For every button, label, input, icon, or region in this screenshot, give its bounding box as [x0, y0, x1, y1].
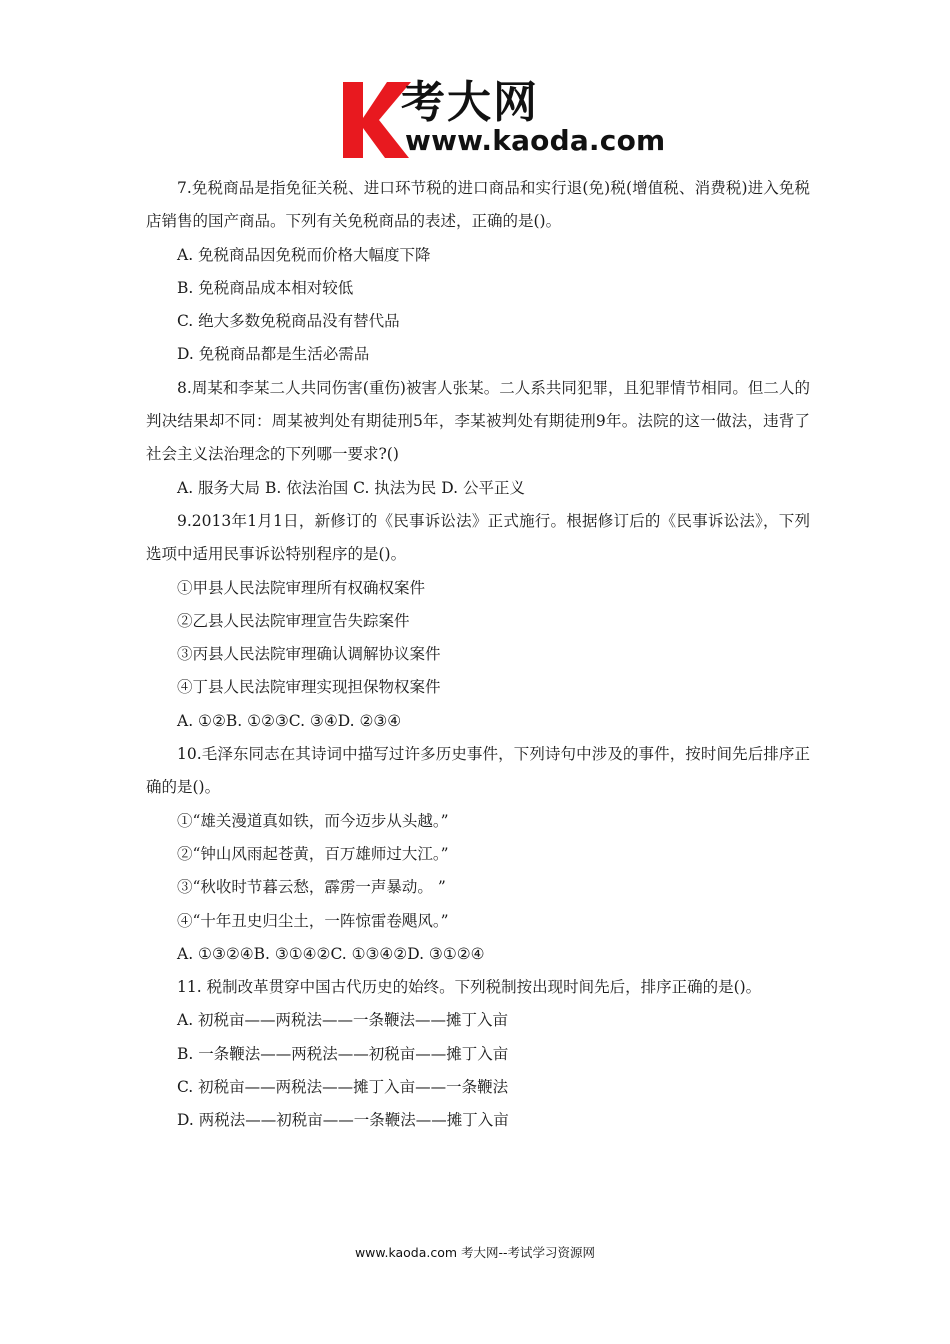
question-10-item-2: ②“钟山风雨起苍黄，百万雄师过大江。” — [177, 844, 449, 863]
question-8-options: A. 服务大局 B. 依法治国 C. 执法为民 D. 公平正义 — [177, 478, 525, 497]
question-9-item-1: ①甲县人民法院审理所有权确权案件 — [177, 578, 426, 597]
question-9-stem: 9.2013年1月1日，新修订的《民事诉讼法》正式施行。根据修订后的《民事诉讼法》，下列选项中适用民事诉讼特别程序的是()。 — [146, 511, 810, 564]
question-7-option-d: D. 免税商品都是生活必需品 — [177, 345, 370, 364]
question-9-options: A. ①②B. ①②③C. ③④D. ②③④ — [177, 711, 402, 730]
question-list — [146, 172, 810, 1138]
question-7-stem: 7.免税商品是指免征关税、进口环节税的进口商品和实行退(免)税(增值税、消费税)进入免税店销售的国产商品。下列有关免税商品的表述，正确的是()。 — [146, 179, 810, 231]
question-10-stem: 10.毛泽东同志在其诗词中描写过许多历史事件，下列诗句中涉及的事件，按时间先后排序正确的是()。 — [146, 745, 810, 797]
logo-url: www.kaoda.com — [405, 124, 666, 157]
site-logo — [335, 77, 666, 160]
question-7-option-b: B. 免税商品成本相对较低 — [177, 278, 354, 297]
question-11-stem: 11. 税制改革贯穿中国古代历史的始终。下列税制按出现时间先后，排序正确的是()。 — [177, 978, 762, 997]
question-8-stem: 8.周某和李某二人共同伤害(重伤)被害人张某。二人系共同犯罪，且犯罪情节相同。但二人的判决结果却不同：周某被判处有期徒刑5年，李某被判处有期徒刑9年。法院的这一做法，违背了社会主义法治理念的下列哪一要求?() — [146, 378, 810, 464]
question-7-option-a: A. 免税商品因免税而价格大幅度下降 — [177, 245, 431, 264]
question-9-item-2: ②乙县人民法院审理宣告失踪案件 — [177, 611, 410, 630]
question-7-option-c: C. 绝大多数免税商品没有替代品 — [177, 312, 400, 331]
question-11-option-d: D. 两税法——初税亩——一条鞭法——摊丁入亩 — [177, 1111, 509, 1130]
question-11-option-a: A. 初税亩——两税法——一条鞭法——摊丁入亩 — [177, 1011, 509, 1030]
question-10-item-4: ④“十年丑史归尘土，一阵惊雷卷飓风。” — [177, 911, 449, 930]
question-10-item-3: ③“秋收时节暮云愁，霹雳一声暴动。 ” — [177, 878, 446, 897]
question-11-option-b: B. 一条鞭法——两税法——初税亩——摊丁入亩 — [177, 1044, 509, 1063]
question-10-options: A. ①③②④B. ③①④②C. ①③④②D. ③①②④ — [177, 944, 485, 963]
question-9-item-3: ③丙县人民法院审理确认调解协议案件 — [177, 645, 441, 664]
question-11-option-c: C. 初税亩——两税法——摊丁入亩——一条鞭法 — [177, 1078, 509, 1097]
question-10-item-1: ①“雄关漫道真如铁，而今迈步从头越。” — [177, 811, 449, 830]
logo-chinese-name: 考大网 — [401, 77, 539, 128]
question-9-item-4: ④丁县人民法院审理实现担保物权案件 — [177, 678, 441, 697]
page-footer: www.kaoda.com 考大网--考试学习资源网 — [354, 1245, 596, 1260]
